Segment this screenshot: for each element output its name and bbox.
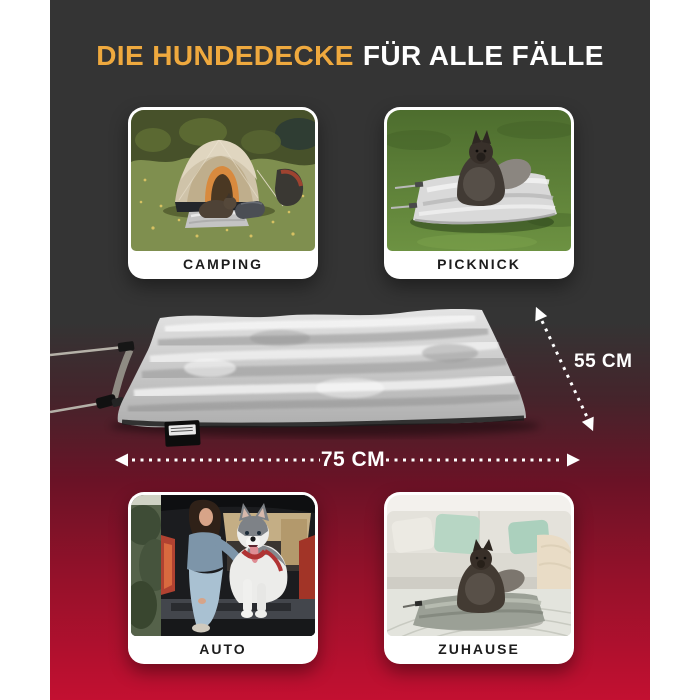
card-picknick	[384, 107, 574, 279]
card-camping	[128, 107, 318, 279]
background-gradient	[50, 0, 650, 700]
card-zuhause	[384, 492, 574, 664]
straps	[50, 341, 135, 412]
page-title	[50, 42, 650, 70]
height-dimension-label: 55 CM	[574, 351, 633, 372]
dog-blanket	[118, 309, 526, 427]
width-dimension-label: 75 CM	[320, 448, 386, 471]
auto-photo	[131, 495, 315, 636]
title-rest: FÜR ALLE FÄLLE	[362, 40, 604, 71]
card-auto	[128, 492, 318, 664]
caption-picknick: PICKNICK	[437, 255, 521, 272]
caption-zuhause: ZUHAUSE	[438, 640, 520, 657]
brand-tag	[164, 420, 200, 447]
caption-auto: AUTO	[199, 640, 247, 657]
caption-camping: CAMPING	[182, 255, 264, 272]
camping-photo	[131, 110, 315, 251]
zuhause-photo	[387, 495, 571, 636]
title-highlight: DIE HUNDEDECKE	[96, 40, 354, 71]
picknick-photo	[387, 110, 571, 251]
